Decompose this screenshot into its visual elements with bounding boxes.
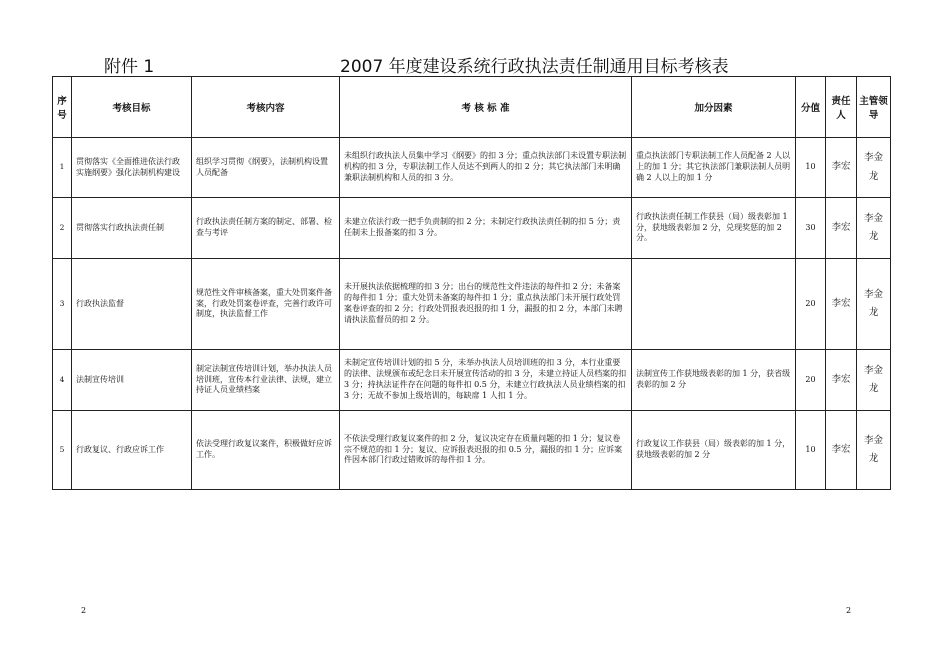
cell-score: 20 [796,350,826,411]
cell-index: 5 [53,411,72,490]
col-header-index: 序号 [53,77,72,138]
cell-standard: 未建立依法行政一把手负责制的扣 2 分；未制定行政执法责任制的扣 5 分；责任制未上报备案的扣 3 分。 [340,198,632,259]
cell-score: 10 [796,138,826,198]
col-header-bonus: 加分因素 [632,77,796,138]
cell-score: 30 [796,198,826,259]
col-header-goal: 考核目标 [72,77,192,138]
table-row [53,138,891,198]
page-number-left: 2 [81,606,87,615]
cell-responsible: 李宏 [826,138,857,198]
cell-index: 3 [53,259,72,350]
col-header-responsible: 责任人 [826,77,857,138]
cell-goal: 贯彻落实《全面推进依法行政实施纲要》强化法制机构建设 [72,138,192,198]
cell-bonus: 行政复议工作获县（局）级表彰的加 1 分，获地级表彰的加 2 分 [632,411,796,490]
cell-leader: 李金龙 [857,411,891,490]
cell-leader: 李金龙 [857,138,891,198]
cell-bonus: 行政执法责任制工作获县（局）级表彰加 1 分，获地级表彰加 2 分，兑现奖惩的加 2 分。 [632,198,796,259]
cell-content: 制定法制宣传培训计划，举办执法人员培训班，宣传本行业法律、法规，建立持证人员业绩档案 [192,350,340,411]
col-header-score: 分值 [796,77,826,138]
cell-goal: 行政复议、行政应诉工作 [72,411,192,490]
cell-responsible: 李宏 [826,350,857,411]
table-header-row [53,77,891,138]
cell-bonus [632,259,796,350]
cell-goal: 法制宣传培训 [72,350,192,411]
cell-index: 2 [53,198,72,259]
cell-content: 组织学习贯彻《纲要》，法制机构设置人员配备 [192,138,340,198]
table-row [53,259,891,350]
cell-index: 4 [53,350,72,411]
cell-index: 1 [53,138,72,198]
table-row [53,411,891,490]
cell-responsible: 李宏 [826,198,857,259]
cell-responsible: 李宏 [826,411,857,490]
col-header-leader: 主管领导 [857,77,891,138]
assessment-table [52,76,891,490]
cell-standard: 未制定宣传培训计划的扣 5 分，未举办执法人员培训班的扣 3 分，本行业重要的法律、法规颁布或纪念日未开展宣传活动的扣 3 分，未建立持证人员档案的扣 3 分；持执法证件存在问题的每件扣 0.5 分，未建立行政执法人员业绩档案的扣 3 分；无故不参加上级培训的，每缺席 1 人扣 1 分。 [340,350,632,411]
cell-bonus: 法制宣传工作获地级表彰的加 1 分，获省级表彰的加 2 分 [632,350,796,411]
cell-leader: 李金龙 [857,198,891,259]
cell-content: 依法受理行政复议案件，积极做好应诉工作。 [192,411,340,490]
cell-standard: 未组织行政执法人员集中学习《纲要》的扣 3 分；重点执法部门未设置专职法制机构的扣 3 分，专职法制工作人员达不到两人的扣 2 分；其它执法部门未明确兼职法制机构和人员的扣 3 分。 [340,138,632,198]
cell-score: 20 [796,259,826,350]
col-header-content: 考核内容 [192,77,340,138]
document-title: 2007 年度建设系统行政执法责任制通用目标考核表 [340,57,729,77]
cell-goal: 贯彻落实行政执法责任制 [72,198,192,259]
cell-standard: 不依法受理行政复议案件的扣 2 分，复议决定存在质量问题的扣 1 分；复议卷宗不规范的扣 1 分；复议、应诉报表迟报的扣 0.5 分，漏报的扣 1 分；应诉案件因本部门行政过错败诉的每件扣 1 分。 [340,411,632,490]
cell-leader: 李金龙 [857,350,891,411]
attachment-label: 附件 1 [104,57,155,77]
col-header-standard: 考 核 标 准 [340,77,632,138]
table-row [53,198,891,259]
cell-content: 规范性文件审核备案，重大处罚案件备案，行政处罚案卷评查，完善行政许可制度，执法监督工作 [192,259,340,350]
cell-leader: 李金龙 [857,259,891,350]
cell-goal: 行政执法监督 [72,259,192,350]
cell-standard: 未开展执法依据梳理的扣 3 分；出台的规范性文件违法的每件扣 2 分；未备案的每件扣 1 分；重大处罚未备案的每件扣 1 分；重点执法部门未开展行政处罚案卷评查的扣 2 分；行政处罚报表迟报的扣 1 分，漏报的扣 2 分，本部门未聘请执法监督员的扣 2 分。 [340,259,632,350]
page-number-right: 2 [846,606,852,615]
table-row [53,350,891,411]
cell-content: 行政执法责任制方案的制定、部署、检查与考评 [192,198,340,259]
cell-bonus: 重点执法部门专职法制工作人员配备 2 人以上的加 1 分；其它执法部门兼职法制人员明确 2 人以上的加 1 分 [632,138,796,198]
cell-responsible: 李宏 [826,259,857,350]
cell-score: 10 [796,411,826,490]
